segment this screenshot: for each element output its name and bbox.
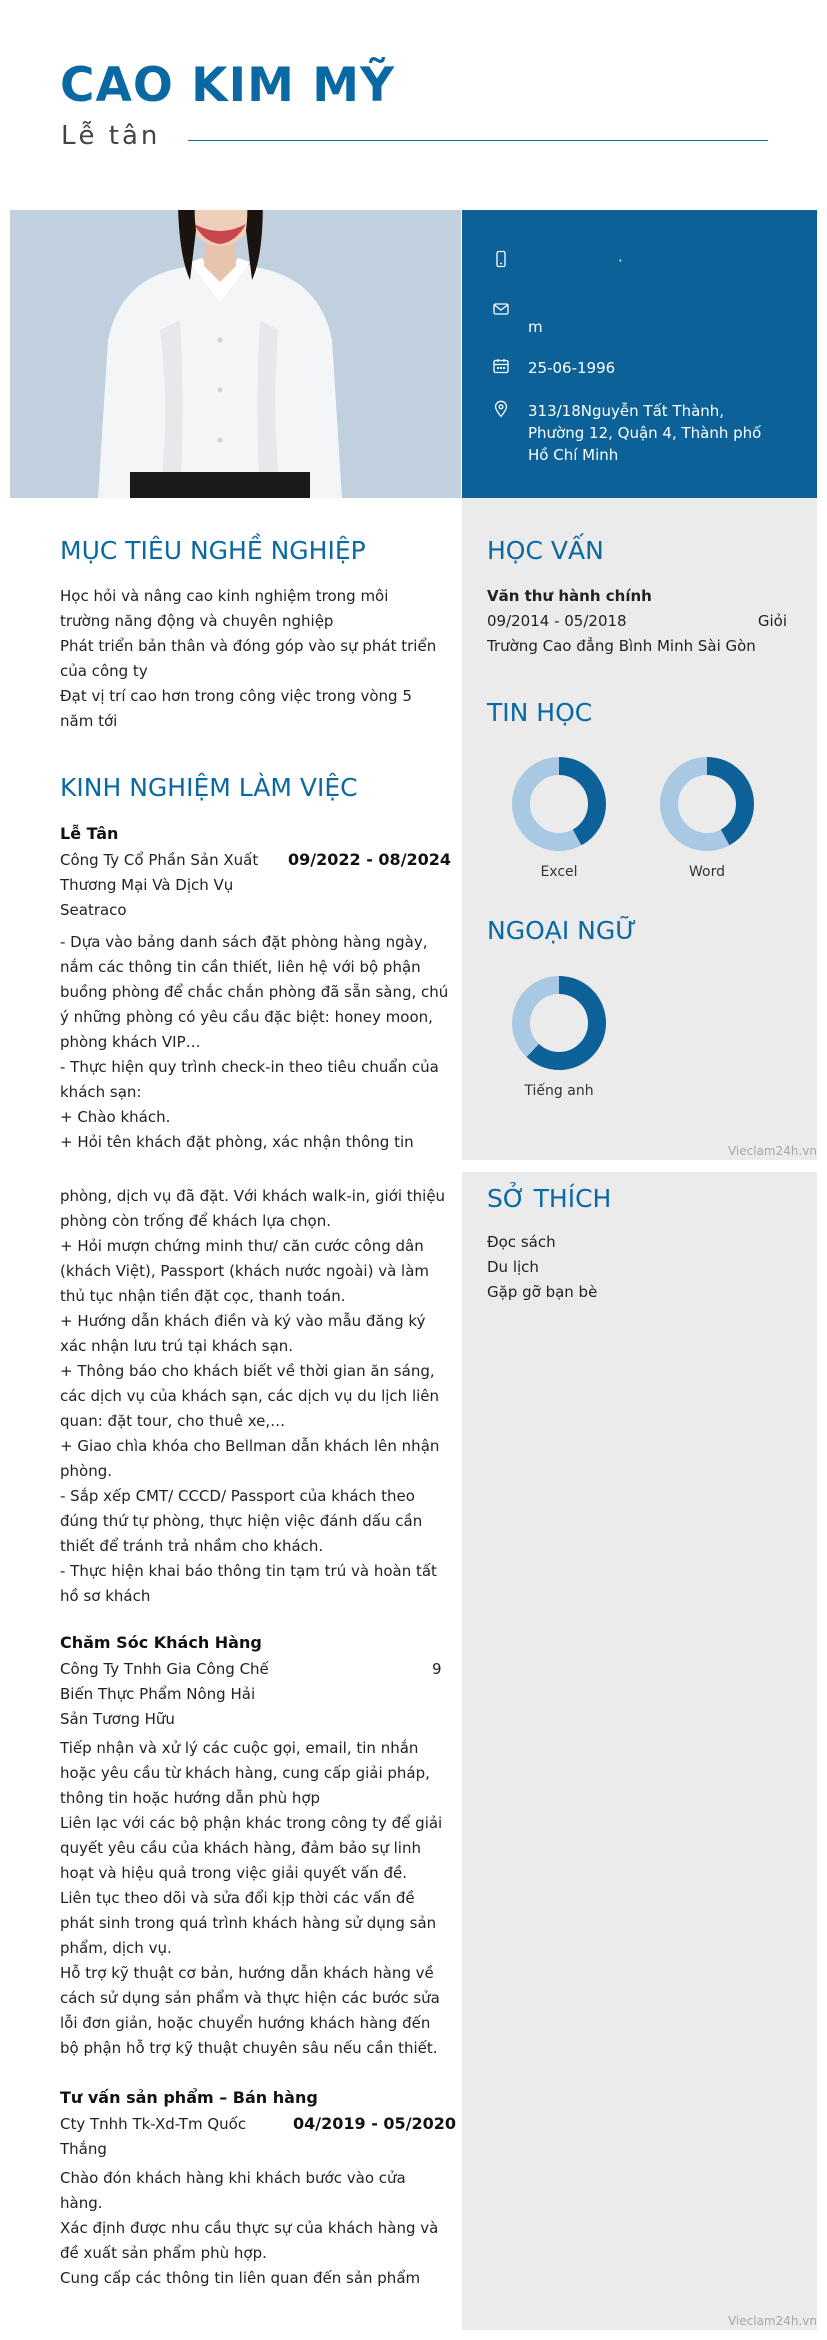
job1-desc-line: - Dựa vào bảng danh sách đặt phòng hàng ngày, nắm các thông tin cần thiết, liên hệ với bộ phận buồng phòng để chắc chắn phòng đã sẵn sàng, chú ý những phòng có yêu cầu đặc biệt: honey moon, phòng khách VIP…	[60, 933, 449, 1051]
skill-word	[657, 754, 757, 880]
job1-desc-line: phòng, dịch vụ đã đặt. Với khách walk-in, giới thiệu phòng còn trống để khách lựa chọn.	[60, 1187, 446, 1230]
contact-email-row	[492, 300, 783, 338]
job1-desc-line: + Hỏi tên khách đặt phòng, xác nhận thông tin	[60, 1133, 414, 1151]
job2-desc-line: Hỗ trợ kỹ thuật cơ bản, hướng dẫn khách hàng về cách sử dụng sản phẩm và thực hiện các bước sửa lỗi đơn giản, hoặc chuyển hướng khách hàng đến bộ phận hỗ trợ kỹ thuật chuyên sâu nếu cần thiết.	[60, 1964, 440, 2057]
job1-desc-line: - Thực hiện khai báo thông tin tạm trú và hoàn tất hồ sơ khách	[60, 1562, 437, 1605]
skill-excel	[509, 754, 609, 880]
experience-title: KINH NGHIỆM LÀM VIỆC	[60, 773, 358, 802]
header-divider	[188, 140, 768, 141]
job1-company: Công Ty Cổ Phần Sản Xuất Thương Mại Và Dịch Vụ Seatraco	[60, 851, 259, 919]
resume-header	[10, 10, 817, 210]
education-title: HỌC VẤN	[487, 536, 604, 565]
job1-desc-line: + Hỏi mượn chứng minh thư/ căn cước công dân (khách Việt), Passport (khách nước ngoài) và làm thủ tục nhận tiền đặt cọc, thanh toán.	[60, 1237, 430, 1305]
job3-desc-line: Xác định được nhu cầu thực sự của khách hàng và đề xuất sản phẩm phù hợp.	[60, 2219, 439, 2262]
job1-desc-line: - Thực hiện quy trình check-in theo tiêu chuẩn của khách sạn:	[60, 1058, 439, 1101]
objective-line: Phát triển bản thân và đóng góp vào sự phát triển của công ty	[60, 637, 437, 680]
watermark: Vieclam24h.vn	[727, 1144, 817, 1158]
english-donut	[509, 973, 609, 1073]
job1-desc-line: + Giao chìa khóa cho Bellman dẫn khách lên nhận phòng.	[60, 1437, 440, 1480]
watermark: Vieclam24h.vn	[727, 2314, 817, 2328]
hobby-item: Gặp gỡ bạn bè	[487, 1283, 598, 1301]
job1-desc-line: - Sắp xếp CMT/ CCCD/ Passport của khách theo đúng thứ tự phòng, thực hiện việc đánh dấu cần thiết để tránh trả nhầm cho khách.	[60, 1487, 423, 1555]
sidebar-page-1	[462, 498, 817, 1160]
job3-company: Cty Tnhh Tk-Xd-Tm Quốc Thắng	[60, 2115, 247, 2158]
objective-line: Đạt vị trí cao hơn trong công việc trong vòng 5 năm tới	[60, 687, 412, 730]
job2-date: 9	[432, 1660, 442, 1678]
profile-photo	[10, 210, 461, 498]
word-donut	[657, 754, 757, 854]
education-major: Văn thư hành chính	[487, 587, 652, 605]
calendar-icon	[492, 357, 510, 375]
education-date: 09/2014 - 05/2018	[487, 612, 627, 630]
email-icon	[492, 300, 510, 318]
job1-desc-line: + Thông báo cho khách biết về thời gian ăn sáng, các dịch vụ của khách sạn, các dịch vụ du lịch liên quan: đặt tour, cho thuê xe,…	[60, 1362, 440, 1430]
job1-title: Lễ Tân	[60, 824, 119, 843]
contact-birthday: 25-06-1996	[528, 359, 616, 377]
job3-date: 04/2019 - 05/2020	[293, 2114, 457, 2133]
objective-title: MỤC TIÊU NGHỀ NGHIỆP	[60, 536, 366, 565]
job2-title: Chăm Sóc Khách Hàng	[60, 1633, 262, 1652]
contact-panel	[462, 210, 817, 498]
job2-desc-line: Liên tục theo dõi và sửa đổi kịp thời các vấn đề phát sinh trong quá trình khách hàng sử dụng sản phẩm, dịch vụ.	[60, 1889, 437, 1957]
candidate-position: Lễ tân	[61, 121, 161, 151]
education-grade: Giỏi	[757, 612, 787, 630]
phone-icon	[492, 250, 510, 268]
sidebar-page-2	[462, 1172, 817, 2330]
job2-desc-line: Tiếp nhận và xử lý các cuộc gọi, email, tin nhắn hoặc yêu cầu từ khách hàng, cung cấp giải pháp, thông tin hoặc hướng dẫn phù hợp	[60, 1739, 430, 1807]
skill-english	[509, 973, 609, 1099]
objective-line: Học hỏi và nâng cao kinh nghiệm trong môi trường năng động và chuyên nghiệp	[60, 587, 389, 630]
job2-desc-line: Liên lạc với các bộ phận khác trong công ty để giải quyết yêu cầu của khách hàng, đảm bảo sự linh hoạt và hiệu quả trong việc giải quyết vấn đề.	[60, 1814, 443, 1882]
contact-address: 313/18Nguyễn Tất Thành, Phường 12, Quận 4, Thành phố Hồ Chí Minh	[528, 402, 762, 464]
resume-page-1	[10, 10, 817, 1160]
resume-page-2	[10, 1172, 817, 2330]
hobby-item: Đọc sách	[487, 1233, 556, 1251]
excel-donut	[509, 754, 609, 854]
contact-phone[interactable]: ·	[618, 252, 623, 270]
job3-desc-line: Cung cấp các thông tin liên quan đến sản phẩm	[60, 2269, 421, 2287]
hobbies-title: SỞ THÍCH	[487, 1184, 612, 1213]
job1-desc-part1	[60, 930, 450, 1155]
job3-title: Tư vấn sản phẩm – Bán hàng	[60, 2088, 318, 2107]
skill-label: Excel	[540, 864, 578, 880]
contact-phone-row	[492, 250, 817, 272]
job2-desc	[60, 1736, 450, 2061]
objective-text	[60, 584, 440, 734]
it-title: TIN HỌC	[487, 698, 593, 727]
hobbies-list	[487, 1230, 787, 1305]
job1-desc-line: + Chào khách.	[60, 1108, 171, 1126]
location-pin-icon	[492, 400, 510, 418]
skill-label: Word	[689, 864, 725, 880]
job1-desc-part2	[60, 1184, 450, 1609]
contact-address-row	[492, 400, 783, 466]
skill-label: Tiếng anh	[524, 1083, 594, 1099]
job3-desc	[60, 2166, 450, 2291]
job1-desc-line: + Hướng dẫn khách điền và ký vào mẫu đăng ký xác nhận lưu trú tại khách sạn.	[60, 1312, 426, 1355]
contact-email[interactable]: m	[528, 318, 543, 336]
job1-date: 09/2022 - 08/2024	[288, 850, 452, 869]
education-school: Trường Cao đẳng Bình Minh Sài Gòn	[487, 637, 756, 655]
contact-birthday-row	[492, 357, 783, 379]
job2-company: Công Ty Tnhh Gia Công Chế Biến Thực Phẩm Nông Hải Sản Tương Hữu	[60, 1660, 269, 1728]
hobby-item: Du lịch	[487, 1258, 539, 1276]
candidate-name: CAO KIM MỸ	[60, 58, 396, 113]
job3-desc-line: Chào đón khách hàng khi khách bước vào cửa hàng.	[60, 2169, 406, 2212]
language-title: NGOẠI NGỮ	[487, 916, 637, 945]
